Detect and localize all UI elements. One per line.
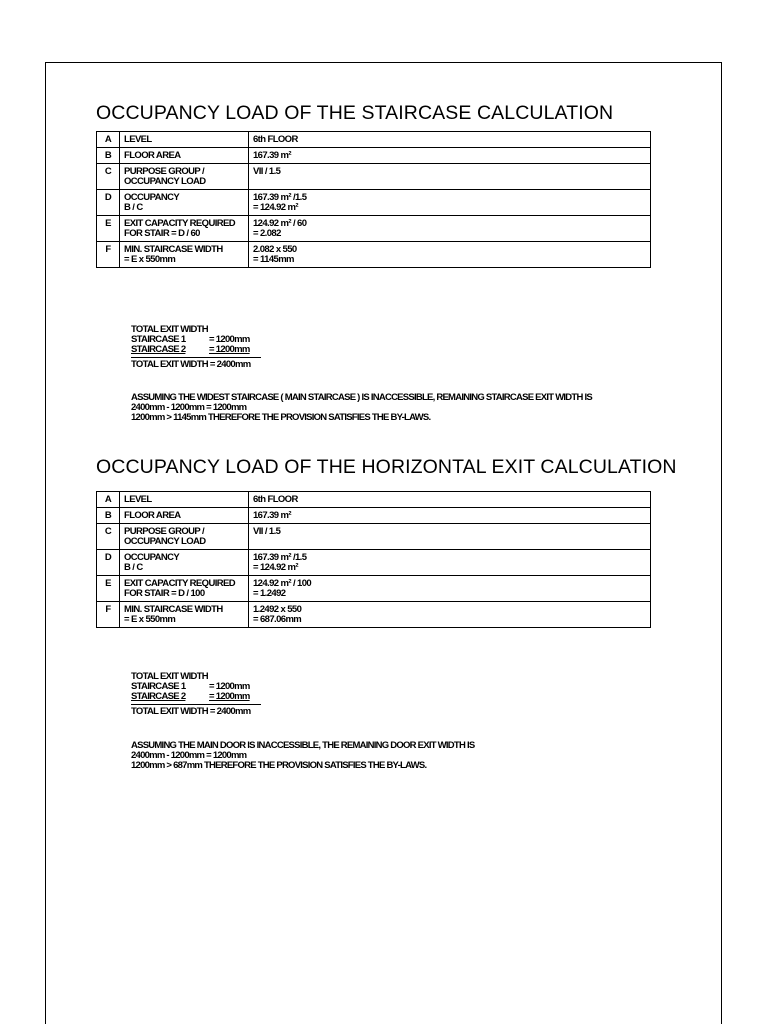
- description-line: OCCUPANCY LOAD: [124, 536, 206, 547]
- row-value: [249, 132, 651, 148]
- summary-item-label: STAIRCASE 2: [131, 691, 186, 702]
- row-value: [249, 216, 651, 242]
- description-line: = E x 550mm: [124, 614, 176, 625]
- table-row: [97, 602, 651, 628]
- table-row: [97, 242, 651, 268]
- description-line: PURPOSE GROUP /: [124, 526, 205, 537]
- description-line: LEVEL: [124, 494, 152, 505]
- row-description: [120, 148, 249, 164]
- note-line: ASSUMING THE MAIN DOOR IS INACCESSIBLE, THE REMAINING DOOR EXIT WIDTH IS: [131, 740, 475, 751]
- description-line: OCCUPANCY: [124, 552, 180, 563]
- value-line: 2.082 x 550: [253, 244, 297, 255]
- table-row: [97, 216, 651, 242]
- description-line: EXIT CAPACITY REQUIRED: [124, 218, 236, 229]
- row-key: C: [97, 524, 120, 550]
- horizontal-exit-calculation-table: [96, 491, 651, 628]
- note-line: 1200mm > 687mm THEREFORE THE PROVISION SATISFIES THE BY-LAWS.: [131, 760, 427, 771]
- summary-item-value: = 1200mm: [209, 681, 250, 692]
- table-row: [97, 508, 651, 524]
- table-row: [97, 550, 651, 576]
- row-key: F: [97, 242, 120, 268]
- description-line: B / C: [124, 202, 143, 213]
- description-line: MIN. STAIRCASE WIDTH: [124, 604, 223, 615]
- table-row: [97, 190, 651, 216]
- value-line: VII / 1.5: [253, 166, 281, 177]
- value-line: 167.39 m² /1.5: [253, 552, 307, 563]
- staircase-calculation-table: [96, 131, 651, 268]
- value-line: 6th FLOOR: [253, 134, 298, 145]
- description-line: FOR STAIR = D / 100: [124, 588, 205, 599]
- table-body: [97, 132, 651, 268]
- summary-title: TOTAL EXIT WIDTH: [131, 324, 208, 335]
- staircase-calculation-heading: OCCUPANCY LOAD OF THE STAIRCASE CALCULATION: [96, 102, 614, 124]
- value-line: = 2.082: [253, 228, 281, 239]
- summary-item-label: STAIRCASE 1: [131, 334, 186, 345]
- row-key: C: [97, 164, 120, 190]
- horizontal-exit-conclusion-note: [131, 741, 474, 771]
- table-row: [97, 524, 651, 550]
- note-line: 2400mm - 1200mm = 1200mm: [131, 402, 247, 413]
- row-key: A: [97, 132, 120, 148]
- row-value: [249, 492, 651, 508]
- row-key: E: [97, 576, 120, 602]
- row-key: B: [97, 508, 120, 524]
- value-line: 167.39 m²: [253, 150, 291, 161]
- horizontal-exit-width-summary: [131, 672, 261, 717]
- value-line: 124.92 m² / 60: [253, 218, 307, 229]
- row-value: [249, 148, 651, 164]
- summary-title: TOTAL EXIT WIDTH: [131, 671, 208, 682]
- description-line: FOR STAIR = D / 60: [124, 228, 200, 239]
- description-line: B / C: [124, 562, 143, 573]
- note-line: ASSUMING THE WIDEST STAIRCASE ( MAIN STAIRCASE ) IS INACCESSIBLE, REMAINING STAIRCASE EXIT WIDTH IS: [131, 392, 592, 403]
- summary-item-value: = 1200mm: [209, 344, 250, 355]
- row-description: [120, 524, 249, 550]
- table-row: [97, 132, 651, 148]
- description-line: FLOOR AREA: [124, 150, 181, 161]
- summary-item: [131, 345, 261, 355]
- row-description: [120, 576, 249, 602]
- row-description: [120, 602, 249, 628]
- table-body: [97, 492, 651, 628]
- value-line: 167.39 m² /1.5: [253, 192, 307, 203]
- row-value: [249, 524, 651, 550]
- summary-item-value: = 1200mm: [209, 691, 250, 702]
- row-value: [249, 242, 651, 268]
- row-key: B: [97, 148, 120, 164]
- value-line: 124.92 m² / 100: [253, 578, 312, 589]
- staircase-conclusion-note: [131, 393, 592, 423]
- table-row: [97, 576, 651, 602]
- row-description: [120, 132, 249, 148]
- row-description: [120, 216, 249, 242]
- description-line: = E x 550mm: [124, 254, 176, 265]
- summary-total: TOTAL EXIT WIDTH = 2400mm: [131, 704, 261, 717]
- value-line: 1.2492 x 550: [253, 604, 302, 615]
- table-row: [97, 148, 651, 164]
- row-description: [120, 242, 249, 268]
- value-line: = 124.92 m²: [253, 202, 298, 213]
- table-row: [97, 164, 651, 190]
- description-line: PURPOSE GROUP /: [124, 166, 205, 177]
- summary-item-value: = 1200mm: [209, 334, 250, 345]
- value-line: = 1145mm: [253, 254, 294, 265]
- value-line: = 687.06mm: [253, 614, 302, 625]
- value-line: = 124.92 m²: [253, 562, 298, 573]
- row-key: A: [97, 492, 120, 508]
- row-value: [249, 602, 651, 628]
- row-description: [120, 508, 249, 524]
- horizontal-exit-calculation-heading: OCCUPANCY LOAD OF THE HORIZONTAL EXIT CALCULATION: [96, 456, 677, 478]
- row-description: [120, 492, 249, 508]
- row-key: F: [97, 602, 120, 628]
- row-value: [249, 576, 651, 602]
- summary-item: [131, 692, 261, 702]
- summary-item-label: STAIRCASE 2: [131, 344, 186, 355]
- note-line: 1200mm > 1145mm THEREFORE THE PROVISION SATISFIES THE BY-LAWS.: [131, 412, 431, 423]
- row-value: [249, 550, 651, 576]
- value-line: 6th FLOOR: [253, 494, 298, 505]
- description-line: LEVEL: [124, 134, 152, 145]
- description-line: MIN. STAIRCASE WIDTH: [124, 244, 223, 255]
- table-row: [97, 492, 651, 508]
- staircase-exit-width-summary: [131, 325, 261, 370]
- row-description: [120, 190, 249, 216]
- value-line: = 1.2492: [253, 588, 286, 599]
- value-line: 167.39 m²: [253, 510, 291, 521]
- row-description: [120, 550, 249, 576]
- description-line: FLOOR AREA: [124, 510, 181, 521]
- row-value: [249, 164, 651, 190]
- description-line: OCCUPANCY LOAD: [124, 176, 206, 187]
- row-description: [120, 164, 249, 190]
- row-key: D: [97, 190, 120, 216]
- note-line: 2400mm - 1200mm = 1200mm: [131, 750, 247, 761]
- row-key: D: [97, 550, 120, 576]
- summary-item-label: STAIRCASE 1: [131, 681, 186, 692]
- row-value: [249, 508, 651, 524]
- summary-total: TOTAL EXIT WIDTH = 2400mm: [131, 357, 261, 370]
- description-line: OCCUPANCY: [124, 192, 180, 203]
- row-value: [249, 190, 651, 216]
- description-line: EXIT CAPACITY REQUIRED: [124, 578, 236, 589]
- value-line: VII / 1.5: [253, 526, 281, 537]
- row-key: E: [97, 216, 120, 242]
